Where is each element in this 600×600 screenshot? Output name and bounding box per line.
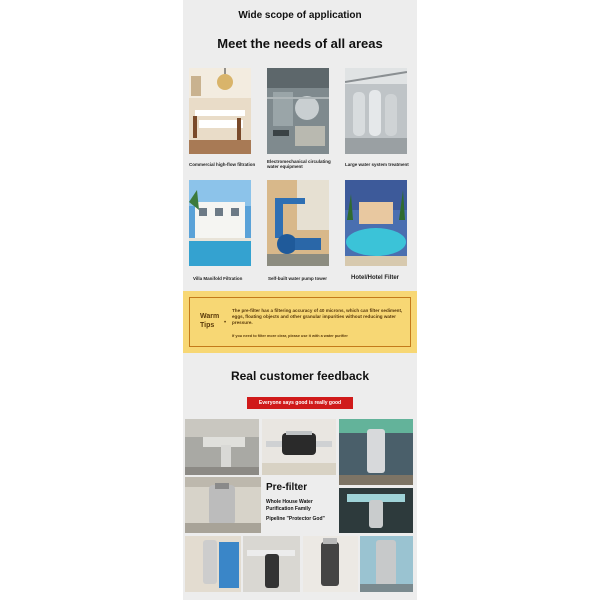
section-title: Meet the needs of all areas: [217, 36, 383, 51]
hotel-pool-photo: [345, 180, 407, 266]
water-treatment-photo: [345, 68, 407, 154]
warm-tips-box: [183, 291, 417, 353]
product-title: Pre-filter: [266, 482, 308, 493]
restaurant-photo: [189, 68, 251, 154]
application-caption: Self-built water pump tower: [268, 276, 328, 281]
customer-photo: [243, 536, 300, 592]
machinery-photo: [267, 68, 329, 154]
customer-photo: [185, 536, 241, 592]
customer-photo: [185, 477, 261, 533]
tips-text: The pre-filter has a filtering accuracy of 40 microns, which can filter sediment, eggs, floating objects and other granular impurities without reducing water pressure.: [232, 308, 403, 326]
application-caption: Hotel/Hotel Filter: [351, 275, 400, 281]
tips-bullet: •: [224, 320, 227, 326]
tips-label: Warm Tips: [200, 313, 220, 330]
tips-note: If you need to filter more clear, please use it with a water purifier: [232, 334, 348, 338]
customer-photo: [360, 536, 413, 592]
application-caption: Large water system treatment: [345, 162, 409, 167]
customer-photo: [339, 419, 413, 485]
application-caption: Commercial high-flow filtration: [189, 162, 256, 167]
customer-photo: [262, 419, 336, 475]
section-subtitle: Wide scope of application: [238, 10, 362, 21]
pump-tower-photo: [267, 180, 329, 266]
tips-border: [189, 297, 411, 347]
product-tagline: Pipeline "Protector God": [266, 516, 325, 522]
villa-photo: [189, 180, 251, 266]
product-subtitle: Whole House Water Purification Family: [266, 499, 313, 512]
application-caption: Villa Manifold Filtration: [193, 276, 243, 281]
application-caption: Electromechanical circulating water equipment: [267, 159, 331, 170]
customer-photo: [339, 488, 413, 533]
feedback-badge: Everyone says good is really good: [247, 397, 353, 409]
feedback-title: Real customer feedback: [230, 369, 370, 383]
customer-photo: [303, 536, 358, 592]
customer-photo: [185, 419, 259, 475]
